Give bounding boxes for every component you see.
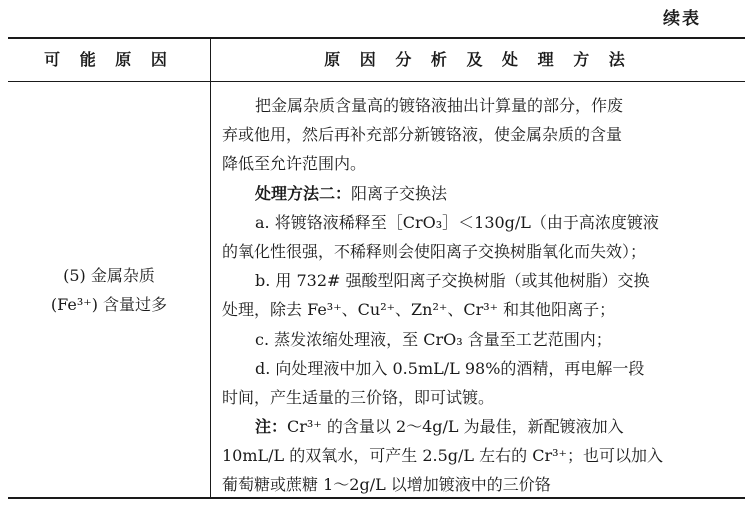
method-two-heading: 处理方法二： — [255, 183, 352, 203]
step-b-line: b. 用 732# 强酸型阳离子交换树脂（或其他树脂）交换 — [255, 271, 650, 291]
note-label: 注： — [255, 417, 288, 437]
step-a-line: a. 将镀铬液稀释至［CrO₃］＜130g/L（由于高浓度镀液 — [255, 212, 659, 232]
method-two-line — [222, 179, 740, 208]
analysis-line: 弃或他用，然后再补充部分新镀铬液，使金属杂质的含量 — [222, 125, 623, 145]
cause-cell — [8, 261, 210, 319]
analysis-line: 葡萄糖或蔗糖 1～2g/L 以增加镀液中的三价铬 — [222, 475, 551, 495]
header-analysis-method: 原 因 分 析 及 处 理 方 法 — [324, 50, 632, 69]
column-divider — [210, 39, 211, 497]
analysis-line: 10mL/L 的双氧水，可产生 2.5g/L 左右的 Cr³⁺；也可以加入 — [222, 446, 663, 466]
header-possible-cause: 可 能 原 因 — [44, 50, 174, 69]
analysis-line: 降低至允许范围内。 — [222, 154, 367, 174]
analysis-line: 时间，产生适量的三价铬，即可试镀。 — [222, 387, 495, 407]
note-text: Cr³⁺ 的含量以 2～4g/L 为最佳，新配镀液加入 — [287, 417, 624, 437]
analysis-line: 把金属杂质含量高的镀铬液抽出计算量的部分，作废 — [255, 96, 624, 115]
table-header-row — [8, 39, 745, 82]
method-two-name: 阳离子交换法 — [351, 183, 448, 203]
analysis-line: 处理，除去 Fe³⁺、Cu²⁺、Zn²⁺、Cr³⁺ 和其他阳离子； — [222, 300, 616, 320]
note-line — [222, 412, 740, 441]
continued-label: 续表 — [663, 9, 701, 29]
step-c-line: c. 蒸发浓缩处理液，至 CrO₃ 含量至工艺范围内； — [255, 329, 612, 349]
analysis-line: 的氧化性很强，不稀释则会使阳离子交换树脂氧化而失效）； — [222, 241, 647, 261]
cause-line-2: (Fe³⁺) 含量过多 — [50, 295, 168, 314]
step-d-line: d. 向处理液中加入 0.5mL/L 98%的酒精，再电解一段 — [255, 358, 645, 378]
cause-line-1: (5) 金属杂质 — [63, 266, 155, 285]
analysis-cell — [222, 91, 740, 500]
treatment-table — [8, 37, 745, 499]
